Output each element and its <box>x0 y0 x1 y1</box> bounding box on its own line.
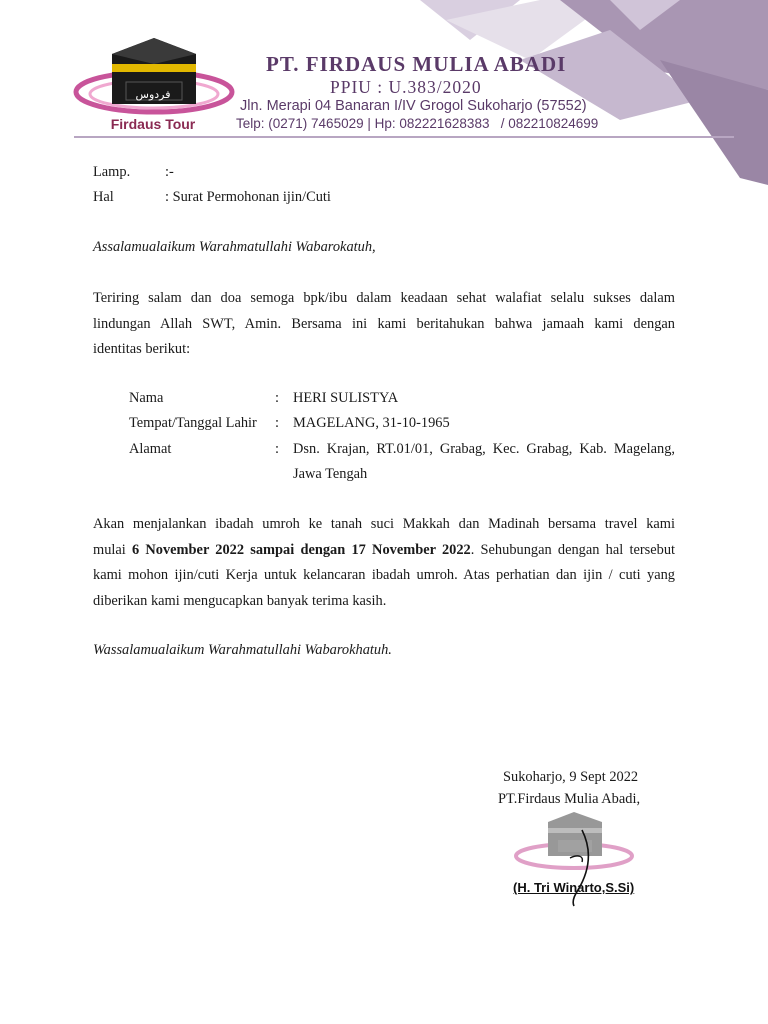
company-name: PT. FIRDAUS MULIA ABADI <box>266 52 567 76</box>
place-date: Sukoharjo, 9 Sept 2022 <box>503 769 639 785</box>
ttl-colon: : <box>275 415 279 431</box>
alamat-label: Alamat <box>129 441 172 457</box>
body-line-2 <box>93 538 675 564</box>
nama-label: Nama <box>129 390 164 406</box>
intro-line-1: Teriring salam dan doa semoga bpk/ibu dalam keadaan sehat walafiat selalu sukses dalam <box>93 290 675 306</box>
body-line-2-post: . Sehubungan dengan hal tersebut <box>470 542 676 558</box>
logo-caption: Firdaus Tour <box>110 116 196 132</box>
nama-colon: : <box>275 390 279 406</box>
alamat-value-line-1: Dsn. Krajan, RT.01/01, Grabag, Kec. Grabag, Kab. Magelang, <box>293 441 675 457</box>
intro-line-2: lindungan Allah SWT, Amin. Bersama ini kami beritahukan bahwa jamaah kami dengan <box>93 316 675 332</box>
ttl-value: MAGELANG, 31-10-1965 <box>293 415 450 431</box>
body-line-4: diberikan kami mengucapkan banyak terima kasih. <box>93 593 387 609</box>
signer-name: (H. Tri Winarto,S.Si) <box>513 880 635 895</box>
intro-line-3: identitas berikut: <box>93 341 191 357</box>
ttl-label: Tempat/Tanggal Lahir <box>129 415 257 431</box>
umroh-date-range: 6 November 2022 sampai dengan 17 November 2022 <box>131 542 471 558</box>
body-line-2-pre: mulai <box>93 542 132 558</box>
signature-company: PT.Firdaus Mulia Abadi, <box>498 791 641 807</box>
header-divider <box>74 136 734 138</box>
closing: Wassalamualaikum Warahmatullahi Wabarokhatuh. <box>93 642 392 658</box>
hal-value: : Surat Permohonan ijin/Cuti <box>165 189 331 205</box>
ppiu-number: PPIU : U.383/2020 <box>330 77 482 97</box>
lamp-label: Lamp. <box>93 164 131 180</box>
nama-value: HERI SULISTYA <box>293 390 399 406</box>
company-phones: Telp: (0271) 7465029 | Hp: 082221628383 / 082210824699 <box>236 116 599 131</box>
salutation: Assalamualaikum Warahmatullahi Wabarokatuh, <box>93 239 376 255</box>
alamat-value-line-2: Jawa Tengah <box>293 466 368 482</box>
body-line-1: Akan menjalankan ibadah umroh ke tanah suci Makkah dan Madinah bersama travel kami <box>93 516 675 532</box>
body-line-3: kami mohon ijin/cuti Kerja untuk kelancaran ibadah umroh. Atas perhatian dan ijin / cuti yang <box>93 567 675 583</box>
logo-arabic-text: فردوس <box>135 88 171 101</box>
hal-label: Hal <box>93 189 114 205</box>
company-address: Jln. Merapi 04 Banaran I/IV Grogol Sukoharjo (57552) <box>240 98 587 114</box>
lamp-value: :- <box>165 164 174 180</box>
alamat-colon: : <box>275 441 279 457</box>
